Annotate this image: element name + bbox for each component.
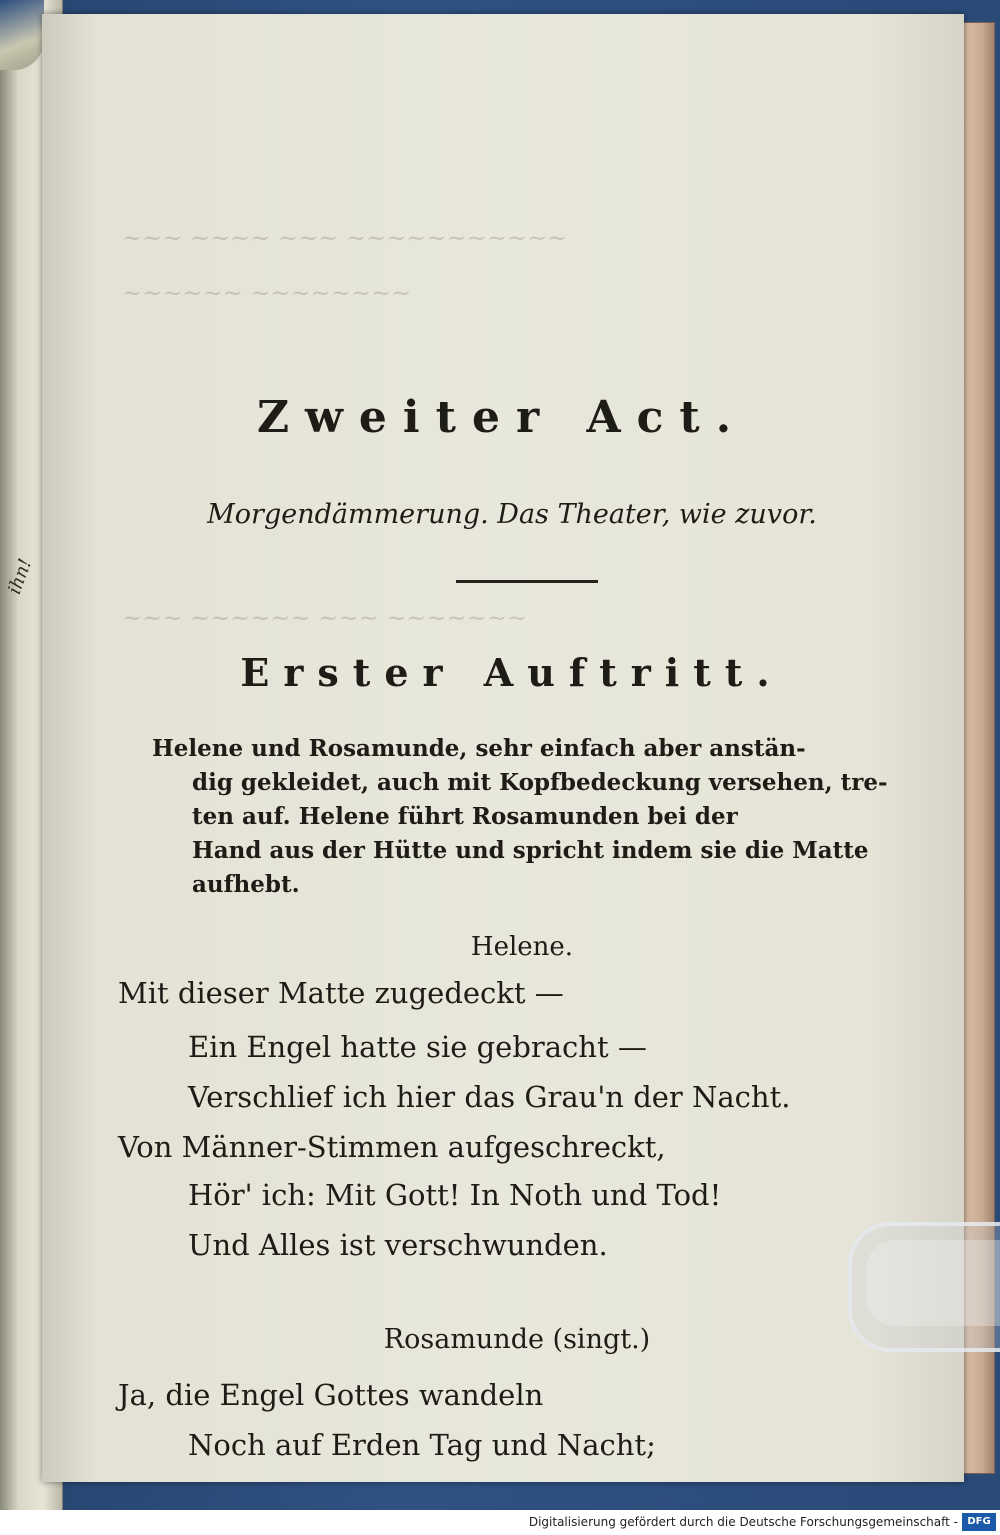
stage-setting: Morgendämmerung. Das Theater, wie zuvor. xyxy=(207,499,817,530)
verse-line: Noch auf Erden Tag und Nacht; xyxy=(188,1428,656,1462)
speaker-name: Rosamunde (singt.) xyxy=(383,1324,651,1355)
stage-direction-line: dig gekleidet, auch mit Kopfbedeckung versehen, tre- xyxy=(192,769,888,796)
verse-line: Und Alles ist verschwunden. xyxy=(188,1228,608,1262)
verse-line: Hör' ich: Mit Gott! In Noth und Tod! xyxy=(188,1178,722,1212)
stage-direction-line: ten auf. Helene führt Rosamunden bei der xyxy=(192,803,738,830)
dfg-logo-icon: DFG xyxy=(962,1513,996,1531)
show-through-text: ~~~ ~~~~ ~~~ ~~~~~~~~~~~ xyxy=(122,224,568,252)
verse-line: Verschlief ich hier das Grau'n der Nacht. xyxy=(188,1080,791,1114)
show-through-text: ~~~~~~ ~~~~~~~~ xyxy=(122,279,412,307)
speaker-name: Helene. xyxy=(470,932,574,962)
stage-direction xyxy=(152,732,892,902)
footer-credit: Digitalisierung gefördert durch die Deutsche Forschungsgemeinschaft - xyxy=(528,1515,958,1529)
show-through-text: ~~~ ~~~~~~ ~~~ ~~~~~~~ xyxy=(122,604,527,632)
book-page xyxy=(42,14,964,1482)
section-divider xyxy=(456,580,598,583)
verse-line: Von Männer-Stimmen aufgeschreckt, xyxy=(118,1130,666,1164)
stage-direction-line: Hand aus der Hütte und spricht indem sie die Matte xyxy=(192,837,869,864)
stage-direction-line: Helene und Rosamunde, sehr einfach aber anstän- xyxy=(152,735,806,762)
verse-line: Ja, die Engel Gottes wandeln xyxy=(118,1378,544,1412)
verse-line: Mit dieser Matte zugedeckt — xyxy=(118,976,564,1010)
verse-line: Ein Engel hatte sie gebracht — xyxy=(188,1030,647,1064)
scene-heading: Erster Auftritt. xyxy=(240,650,784,695)
footer-bar xyxy=(0,1510,1000,1535)
page-clip-highlight xyxy=(866,1240,1000,1326)
left-page-fragment: ihn! xyxy=(4,555,37,598)
act-heading: Zweiter Act. xyxy=(256,392,748,443)
stage-direction-line: aufhebt. xyxy=(192,871,300,898)
